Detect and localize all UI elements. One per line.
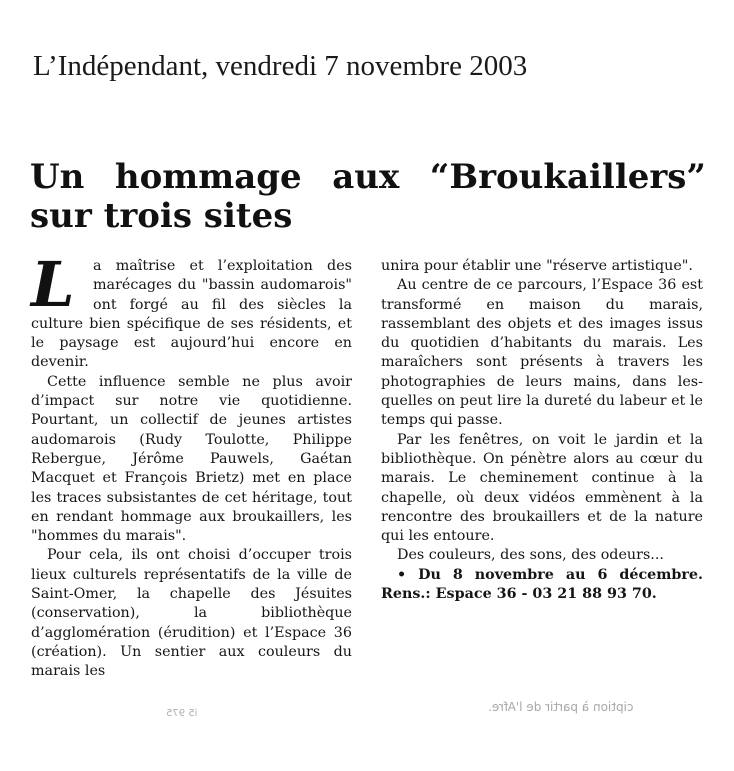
headline-line-1 (30, 158, 706, 197)
paragraph: Pour cela, ils ont choisi d’occuper trois lieux culturels représentatifs de la ville de Saint-Omer, la chapelle des Jésuites (conservation), la bibliothèque d’agglomération (érudition) et l’Espace 36 (création). Un sentier aux couleurs du marais les (31, 547, 352, 680)
bleed-through-text: i5 975 (166, 708, 198, 719)
paragraph-continuation: unira pour établir une "réserve artistique". (381, 258, 693, 274)
headline-word: Un (30, 157, 85, 197)
newspaper-source-line: L’Indépendant, vendredi 7 novembre 2003 (33, 50, 528, 82)
headline-word: aux (332, 157, 400, 197)
headline (30, 158, 706, 236)
drop-cap: L (31, 248, 75, 321)
paragraph: Par les fenêtres, on voit le jardin et la bibliothèque. On pénètre alors au cœur du marais. Le cheminement continue à la chapelle, où deux vidéos emmènent à la rencontre des broukaillers et de la nature qui les entoure. (381, 431, 703, 545)
headline-line-2: sur trois sites (30, 196, 293, 236)
bleed-through-text: ciption à partir de l'Afre. (488, 700, 634, 714)
headline-word: hommage (114, 157, 302, 197)
headline-word: “Broukaillers” (429, 157, 706, 197)
article-column-right (381, 257, 703, 604)
paragraph: Cette influence semble ne plus avoir d’impact sur notre vie quotidienne. Pourtant, un collectif de jeunes artistes audomarois (Rudy Toulotte, Philippe Rebergue, Jérôme Pauwels, Gaétan Macquet et François Brietz) met en place les traces subsistantes de cet héritage, tout en rendant hommage aux broukaillers, les "hommes du marais". (31, 373, 352, 545)
event-info: • Du 8 novembre au 6 décembre. Rens.: Espace 36 - 03 21 88 93 70. (381, 566, 703, 603)
paragraph: a maîtrise et l’exploitation des marécages du "bassin audomarois" ont forgé au fil des siècles la culture bien spécifique de ses résidents, et le paysage est aujourd’hui encore en devenir. (31, 258, 352, 371)
paragraph: Au centre de ce parcours, l’Espace 36 est transformé en maison du marais, rassemblant des objets et des images issus du quotidien d’habitants du marais. Les maraîchers sont présents à travers les photographies de leurs mains, dans lesquelles on peut lire la dureté du labeur et le temps qui passe. (381, 277, 703, 429)
paragraph: Des couleurs, des sons, des odeurs... (397, 547, 664, 564)
article-column-left (31, 248, 352, 682)
